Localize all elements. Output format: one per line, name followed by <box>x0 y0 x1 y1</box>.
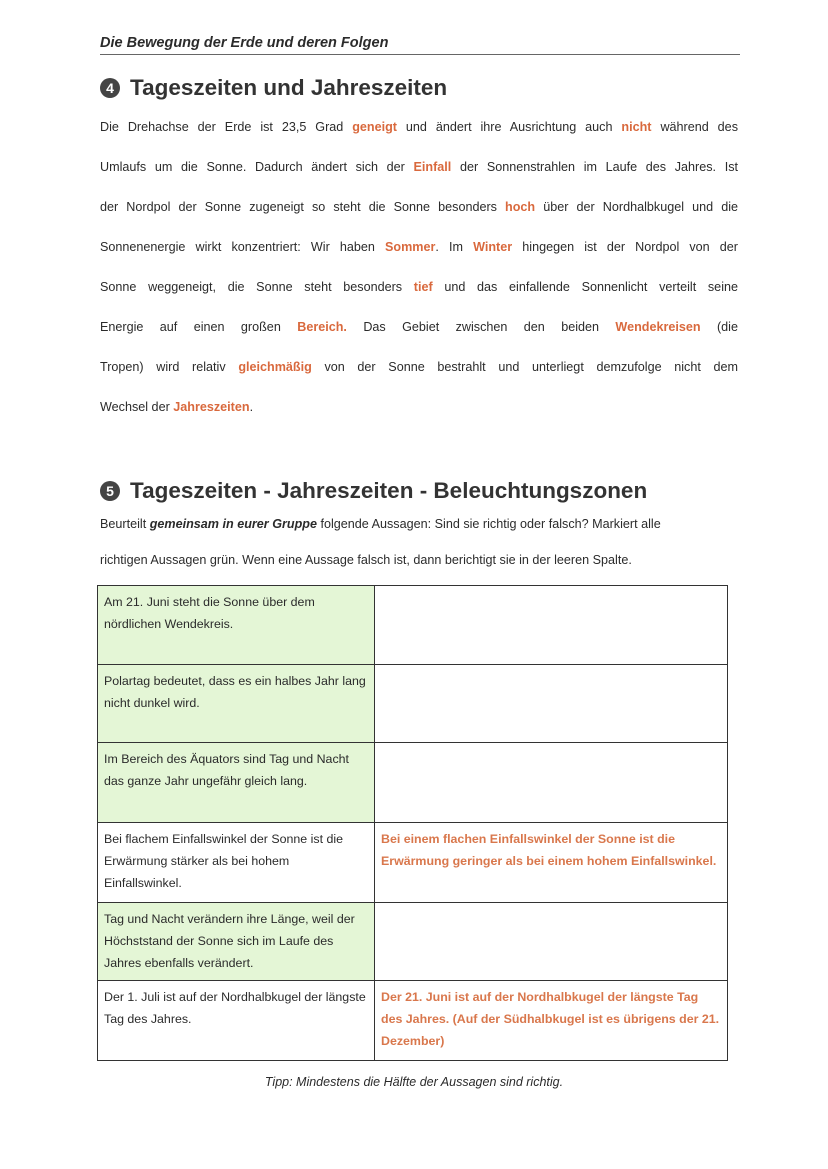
statement-cell: Der 1. Juli ist auf der Nordhalbkugel der längste Tag des Jahres. <box>98 981 375 1061</box>
correction-cell[interactable]: Der 21. Juni ist auf der Nordhalbkugel der längste Tag des Jahres. (Auf der Südhalbkugel ist es übrigens der 21. Dezember) <box>375 981 728 1061</box>
highlighted-term: Sommer <box>385 240 436 254</box>
number-5-icon: 5 <box>100 481 120 501</box>
text-segment: Sonne weggeneigt, die Sonne steht besonders <box>100 280 414 294</box>
text-segment: Die Drehachse der Erde ist 23,5 Grad <box>100 120 353 134</box>
section-4-paragraph <box>100 117 738 437</box>
table-row <box>98 665 728 743</box>
number-4-icon: 4 <box>100 78 120 98</box>
highlighted-term: Einfall <box>413 160 452 174</box>
paragraph-line <box>100 357 738 397</box>
text-segment: Umlaufs um die Sonne. Dadurch ändert sich der <box>100 160 414 174</box>
paragraph-line <box>100 317 738 357</box>
highlighted-term: gleichmäßig <box>238 360 312 374</box>
text-segment: Sonnenenergie wirkt konzentriert: Wir haben <box>100 240 385 254</box>
table-row <box>98 743 728 823</box>
highlighted-term: hoch <box>505 200 536 214</box>
text-segment: hingegen ist der Nordpol von der <box>512 240 738 254</box>
table-row <box>98 903 728 981</box>
correction-cell[interactable] <box>375 743 728 823</box>
text-segment: . <box>249 400 254 414</box>
highlighted-term: Bereich. <box>297 320 347 334</box>
section-5-heading <box>100 478 647 504</box>
intro-emphasis: gemeinsam in eurer Gruppe <box>149 517 317 531</box>
paragraph-line <box>100 117 738 157</box>
section-5-intro <box>100 514 738 586</box>
tip-text: Tipp: Mindestens die Hälfte der Aussagen sind richtig. <box>264 1075 564 1089</box>
statement-cell: Tag und Nacht verändern ihre Länge, weil der Höchststand der Sonne sich im Laufe des Jahres ebenfalls verändert. <box>98 903 375 981</box>
table-row <box>98 823 728 903</box>
text-segment: und ändert ihre Ausrichtung auch <box>397 120 622 134</box>
text-segment: Das Gebiet zwischen den beiden <box>346 320 616 334</box>
section-4-heading <box>100 75 447 101</box>
page-header: Die Bewegung der Erde und deren Folgen <box>100 35 740 55</box>
text-segment: Wechsel der <box>100 400 174 414</box>
intro-text: richtigen Aussagen grün. Wenn eine Aussage falsch ist, dann berichtigt sie in der leeren Spalte. <box>100 553 632 567</box>
text-segment: . Im <box>435 240 474 254</box>
table-row <box>98 586 728 665</box>
correction-cell[interactable] <box>375 586 728 665</box>
text-segment: der Sonnenstrahlen im Laufe des Jahres. Ist <box>451 160 738 174</box>
text-segment: Tropen) wird relativ <box>100 360 239 374</box>
correction-cell[interactable]: Bei einem flachen Einfallswinkel der Sonne ist die Erwärmung geringer als bei einem hohem Einfallswinkel. <box>375 823 728 903</box>
intro-text: folgende Aussagen: Sind sie richtig oder falsch? Markiert alle <box>316 517 661 531</box>
highlighted-term: nicht <box>621 120 652 134</box>
text-segment: Energie auf einen großen <box>100 320 298 334</box>
paragraph-line <box>100 197 738 237</box>
highlighted-term: geneigt <box>352 120 397 134</box>
highlighted-term: Jahreszeiten <box>173 400 250 414</box>
section-4-title: Tageszeiten und Jahreszeiten <box>130 75 448 100</box>
statements-table <box>97 585 728 1061</box>
text-segment: von der Sonne bestrahlt und unterliegt demzufolge nicht dem <box>311 360 739 374</box>
highlighted-term: tief <box>413 280 433 294</box>
paragraph-line <box>100 397 738 437</box>
text-segment: der Nordpol der Sonne zugeneigt so steht die Sonne besonders <box>100 200 506 214</box>
text-segment: (die <box>700 320 738 334</box>
paragraph-line <box>100 157 738 197</box>
section-5-title: Tageszeiten - Jahreszeiten - Beleuchtungszonen <box>130 478 648 503</box>
table-row <box>98 981 728 1061</box>
statement-cell: Im Bereich des Äquators sind Tag und Nacht das ganze Jahr ungefähr gleich lang. <box>98 743 375 823</box>
statement-cell: Am 21. Juni steht die Sonne über dem nördlichen Wendekreis. <box>98 586 375 665</box>
text-segment: und das einfallende Sonnenlicht verteilt seine <box>432 280 738 294</box>
correction-cell[interactable] <box>375 665 728 743</box>
highlighted-term: Winter <box>473 240 513 254</box>
intro-text: Beurteilt <box>100 517 150 531</box>
paragraph-line <box>100 237 738 277</box>
correction-cell[interactable] <box>375 903 728 981</box>
statement-cell: Bei flachem Einfallswinkel der Sonne ist die Erwärmung stärker als bei hohem Einfallswinkel. <box>98 823 375 903</box>
paragraph-line <box>100 277 738 317</box>
text-segment: während des <box>651 120 738 134</box>
statement-cell: Polartag bedeutet, dass es ein halbes Jahr lang nicht dunkel wird. <box>98 665 375 743</box>
highlighted-term: Wendekreisen <box>615 320 701 334</box>
text-segment: über der Nordhalbkugel und die <box>535 200 739 214</box>
